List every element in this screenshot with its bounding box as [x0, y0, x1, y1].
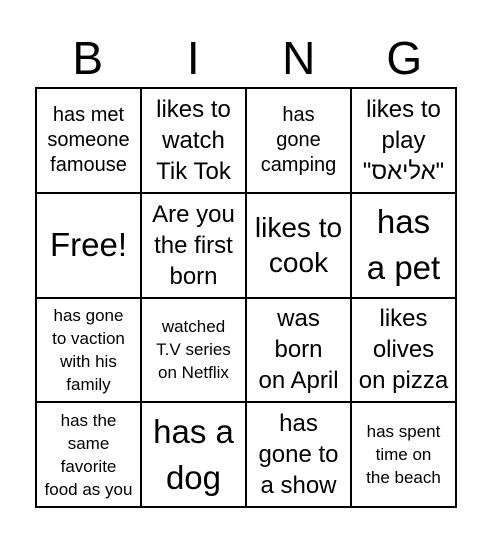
cell-text: has a pet — [366, 203, 441, 287]
cell-text: has a dog — [153, 412, 234, 496]
bingo-cell-r1c1[interactable] — [36, 88, 141, 193]
cell-text: has met someone famouse — [47, 103, 130, 176]
bingo-cell-r3c3[interactable] — [246, 298, 351, 403]
cell-text: has gone to vaction with his family — [52, 305, 125, 394]
bingo-cell-r1c2[interactable] — [141, 88, 246, 193]
bingo-cell-r3c4[interactable] — [351, 298, 456, 403]
cell-text: has gone to a show — [258, 410, 339, 500]
cell-text: Free! — [49, 226, 128, 264]
bingo-cell-r3c1[interactable] — [36, 298, 141, 403]
cell-text: likes olives on pizza — [358, 305, 449, 395]
bingo-cell-r4c1[interactable] — [36, 402, 141, 507]
bingo-cell-r4c2[interactable] — [141, 402, 246, 507]
cell-text: has gone camping — [260, 103, 337, 176]
bingo-header — [35, 30, 457, 86]
header-letter-n: N — [282, 32, 316, 84]
cell-text: likes to play "אליאס" — [362, 95, 445, 185]
bingo-cell-r2c2[interactable] — [141, 193, 246, 298]
bingo-cell-r4c4[interactable] — [351, 402, 456, 507]
bingo-grid — [35, 87, 457, 508]
cell-text: likes to cook — [254, 212, 343, 279]
cell-text: has the same favorite food as you — [44, 410, 133, 499]
cell-text: was born on April — [258, 305, 339, 395]
cell-text: likes to watch Tik Tok — [156, 95, 231, 185]
header-letter-g: G — [386, 32, 423, 84]
bingo-cell-r4c3[interactable] — [246, 402, 351, 507]
cell-text: watched T.V series on Netflix — [156, 317, 231, 383]
bingo-cell-r2c3[interactable] — [246, 193, 351, 298]
bingo-cell-r1c4[interactable] — [351, 88, 456, 193]
bingo-cell-r3c2[interactable] — [141, 298, 246, 403]
header-letter-b: B — [72, 32, 104, 84]
header-letter-i: I — [186, 32, 200, 84]
bingo-cell-free[interactable] — [36, 193, 141, 298]
cell-text: has spent time on the beach — [366, 422, 441, 488]
bingo-cell-r1c3[interactable] — [246, 88, 351, 193]
cell-text: Are you the first born — [152, 200, 235, 290]
bingo-cell-r2c4[interactable] — [351, 193, 456, 298]
